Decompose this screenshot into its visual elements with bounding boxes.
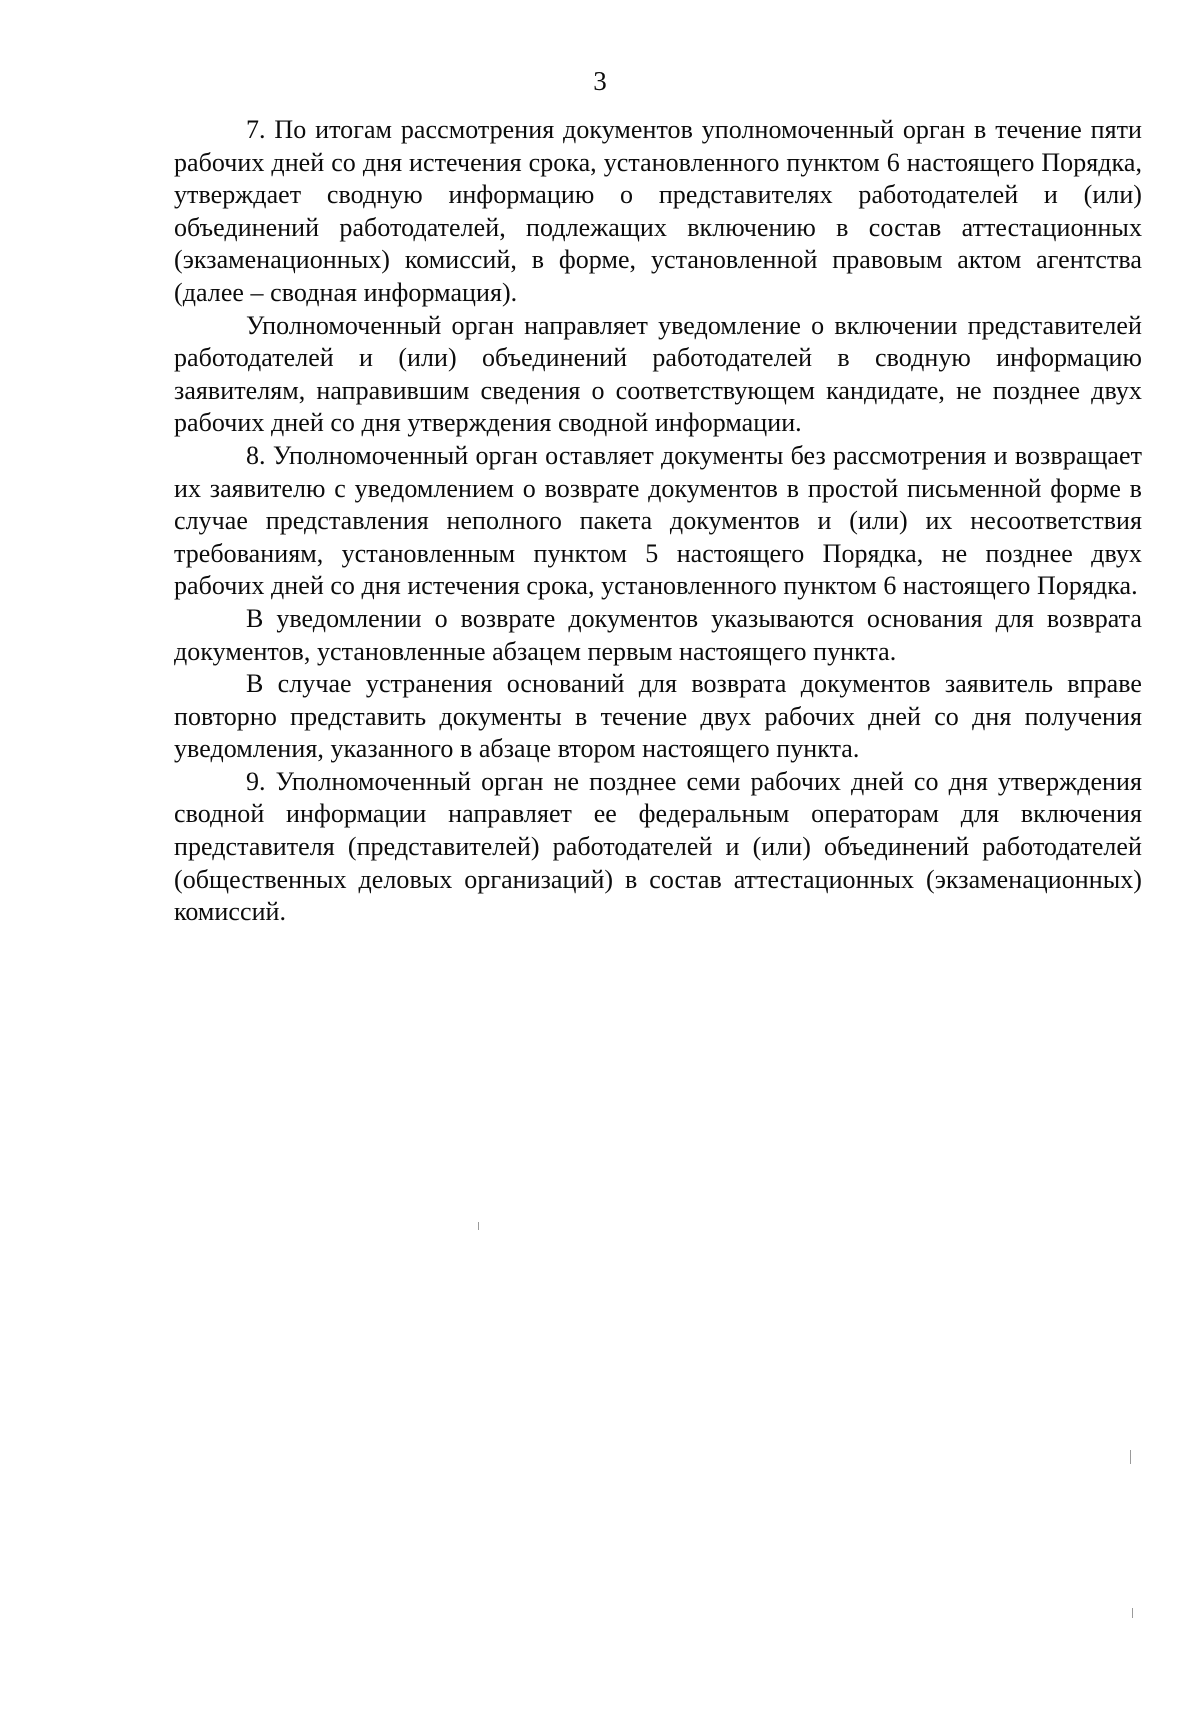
scan-artifact-mark [1132,1608,1133,1618]
scan-artifact-mark [478,1222,479,1230]
paragraph-notification-inclusion: Уполномоченный орган направляет уведомление о включении представителей работодателей и (или) объединений работодателей в сводную информацию заявителям, направившим сведения о соответствующем кандидате, не позднее двух рабочих дней со дня утверждения сводной информации. [174,310,1142,438]
paragraph-return-grounds: В уведомлении о возврате документов указываются основания для возврата документов, установленные абзацем первым настоящего пункта. [174,603,1142,666]
page-number: 3 [593,66,607,96]
paragraph-item-9: 9. Уполномоченный орган не позднее семи рабочих дней со дня утверждения сводной информации направляет ее федеральным операторам для включения представителя (представителей) работодателей и (или) объединений работодателей (общественных деловых организаций) в состав аттестационных (экзаменационных) комиссий. [174,766,1142,927]
paragraph-resubmission: В случае устранения оснований для возврата документов заявитель вправе повторно представить документы в течение двух рабочих дней со дня получения уведомления, указанного в абзаце втором настоящего пункта. [174,669,1142,764]
document-body [174,114,1142,929]
paragraph-item-7: 7. По итогам рассмотрения документов уполномоченный орган в течение пяти рабочих дней со дня истечения срока, установленного пунктом 6 настоящего Порядка, утверждает сводную информацию о представителях работодателей и (или) объединений работодателей, подлежащих включению в состав аттестационных (экзаменационных) комиссий, в форме, установленной правовым актом агентства (далее – сводная информация). [174,115,1142,307]
paragraph-item-8: 8. Уполномоченный орган оставляет документы без рассмотрения и возвращает их заявителю с уведомлением о возврате документов в простой письменной форме в случае представления неполного пакета документов и (или) их несоответствия требованиям, установленным пунктом 5 настоящего Порядка, не позднее двух рабочих дней со дня истечения срока, установленного пунктом 6 настоящего Порядка. [174,440,1142,601]
scan-artifact-mark [1130,1450,1131,1464]
